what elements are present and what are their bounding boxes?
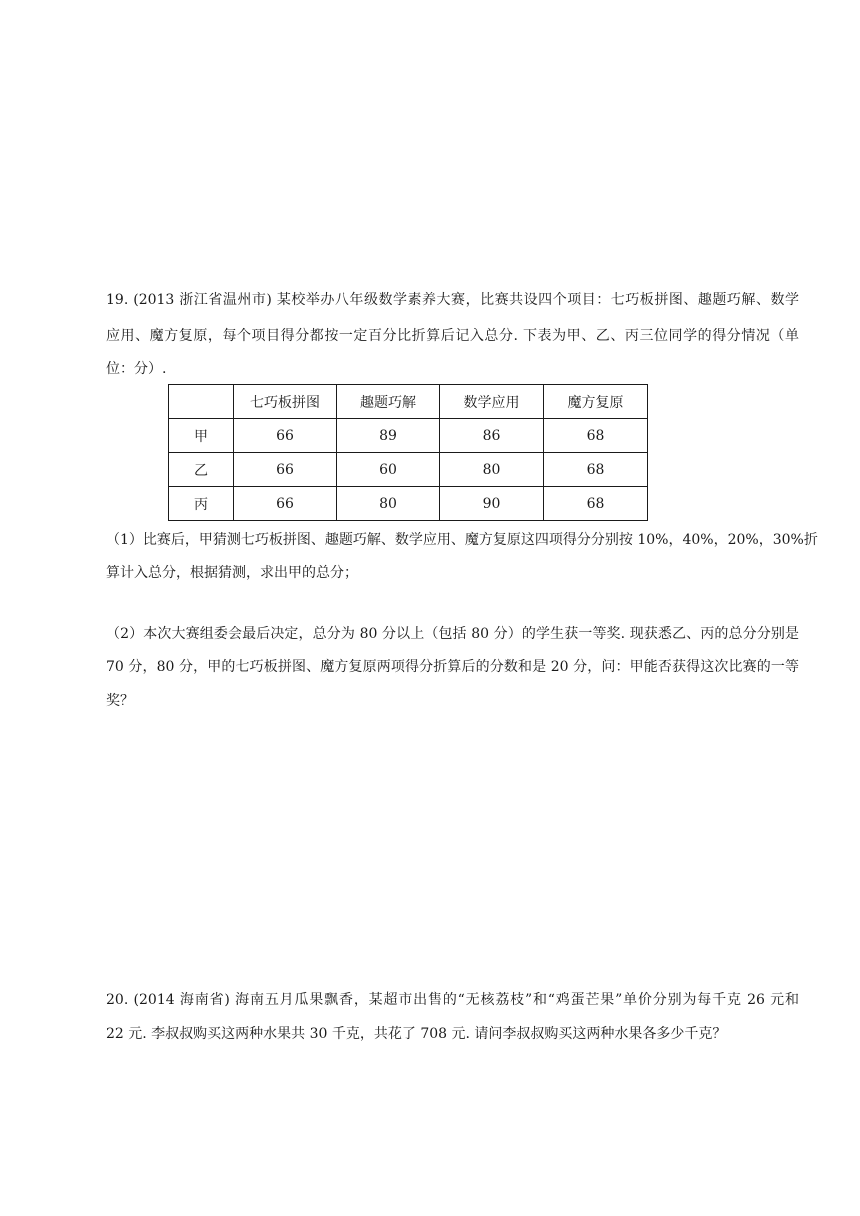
- q19-text-line-3: 位：分）.: [106, 361, 167, 377]
- q20-text-line-1: 20. (2014 海南省) 海南五月瓜果飘香，某超市出售的“无核荔枝”和“鸡蛋芒果”单价分别为每千克 26 元和: [106, 992, 799, 1008]
- score-cell: 90: [440, 487, 544, 521]
- header-cell: [169, 385, 234, 419]
- score-table: [168, 384, 648, 521]
- table-row: [169, 487, 648, 521]
- student-name-cell: 丙: [169, 487, 234, 521]
- q19-part2-line-2: 70 分，80 分，甲的七巧板拼图、魔方复原两项得分折算后的分数和是 20 分，问：甲能否获得这次比赛的一等: [106, 659, 799, 675]
- q19-part1-line-2: 算计入总分，根据猜测，求出甲的总分；: [106, 565, 358, 581]
- table-row: [169, 419, 648, 453]
- header-cell: 七巧板拼图: [234, 385, 337, 419]
- score-cell: 86: [440, 419, 544, 453]
- header-cell: 趣题巧解: [337, 385, 440, 419]
- score-cell: 66: [234, 453, 337, 487]
- score-cell: 66: [234, 419, 337, 453]
- table-header-row: [169, 385, 648, 419]
- q19-part2-line-1: （2）本次大赛组委会最后决定，总分为 80 分以上（包括 80 分）的学生获一等奖. 现获悉乙、丙的总分分别是: [106, 626, 799, 642]
- q19-text-line-1: 19. (2013 浙江省温州市) 某校举办八年级数学素养大赛，比赛共设四个项目：七巧板拼图、趣题巧解、数学: [106, 292, 799, 308]
- score-cell: 68: [544, 453, 648, 487]
- score-cell: 80: [440, 453, 544, 487]
- table-row: [169, 453, 648, 487]
- student-name-cell: 甲: [169, 419, 234, 453]
- score-cell: 68: [544, 487, 648, 521]
- score-cell: 68: [544, 419, 648, 453]
- header-cell: 魔方复原: [544, 385, 648, 419]
- q19-part1-line-1: （1）比赛后，甲猜测七巧板拼图、趣题巧解、数学应用、魔方复原这四项得分分别按 10%，40%，20%，30%折: [106, 532, 818, 548]
- q19-text-line-2: 应用、魔方复原，每个项目得分都按一定百分比折算后记入总分. 下表为甲、乙、丙三位同学的得分情况（单: [106, 328, 799, 344]
- score-cell: 80: [337, 487, 440, 521]
- q19-part2-line-3: 奖？: [106, 693, 134, 709]
- q20-text-line-2: 22 元. 李叔叔购买这两种水果共 30 千克，共花了 708 元. 请问李叔叔购买这两种水果各多少千克？: [106, 1026, 727, 1042]
- score-cell: 66: [234, 487, 337, 521]
- score-cell: 60: [337, 453, 440, 487]
- score-cell: 89: [337, 419, 440, 453]
- header-cell: 数学应用: [440, 385, 544, 419]
- student-name-cell: 乙: [169, 453, 234, 487]
